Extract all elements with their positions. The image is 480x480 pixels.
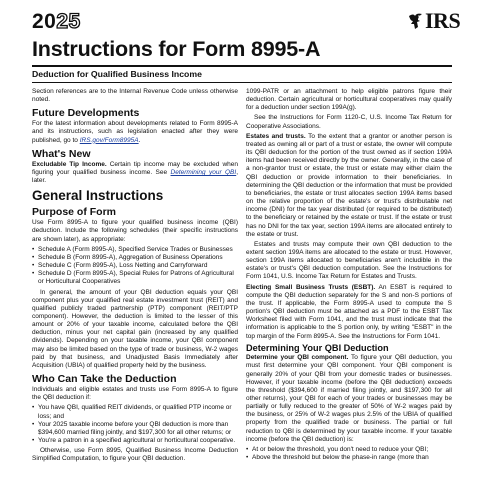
subtitle-rule <box>32 82 452 83</box>
form-8995a-link[interactable]: IRS.gov/Form8995A <box>79 136 139 144</box>
bullet-icon: • <box>32 245 35 253</box>
list-item-text: At or below the threshold, you don't need to reduce your QBI; <box>252 445 429 453</box>
general-instructions-heading: General Instructions <box>32 188 164 204</box>
irs-wordmark: IRS <box>425 8 461 33</box>
determine-runin: Determine your QBI component. <box>246 354 349 362</box>
title-rule <box>32 65 452 67</box>
list-item <box>32 404 238 420</box>
tip-income-paragraph <box>32 161 238 185</box>
left-column <box>32 88 238 465</box>
list-item-text: Above the threshold but below the phase-in range (more than <box>252 454 429 462</box>
intro-paragraph: Section references are to the Internal Revenue Code unless otherwise noted. <box>32 88 238 104</box>
bullet-icon: • <box>32 420 35 428</box>
tip-end: , later. <box>32 168 239 185</box>
list-item-text: Schedule C (Form 8995-A), Loss Netting and Carryforward <box>38 262 208 270</box>
esbt-text: An ESBT is required to compute the QBI deduction separately for the S and non-S portions of the trust. If applicable, the Form 8995-A used to compute the S portion's QBI deduction must be attached as a PDF to the ESBT Tax Worksheet filed with Form 1041, and the trust must indicate that the information is applicable to the S portion only, by writing "ESBT" in the top margin of the Form 8995-A. See the Instructions for Form 1041. <box>246 283 452 340</box>
list-item <box>32 246 238 254</box>
purpose-of-form-heading: Purpose of Form <box>32 206 117 219</box>
list-item-text: Schedule A (Form 8995-A), Specified Service Trades or Businesses <box>38 245 233 253</box>
bullet-icon: • <box>32 253 35 261</box>
estates-text: To the extent that a grantor or another person is treated as owning all or part of a trust or estate, the owner will compute its QBI deduction for the portion of the trust owned as if section 199A items had been received directly by the owner. Generally, in the case of a non-grantor trust or estate, the trust or estate may either claim the QBI deduction or provide information to their beneficiaries. In determining the QBI deduction or the information that must be provided to beneficiaries, the estate or trust allocates section 199A items based on the relative proportion of the estate's or trust's distributable net income (DNI) for the tax year distributed (or required to be distributed) to the beneficiary or retained by the estate or trust. If the estate or trust has no DNI for the tax year, section 199A items are allocated entirely to the estate or trust. <box>246 132 452 238</box>
determining-qbi-heading: Determining Your QBI Deduction <box>246 342 389 353</box>
otherwise-paragraph: Otherwise, use Form 8995, Qualified Business Income Deduction Simplified Computation, to figure your QBI deduction. <box>32 447 238 463</box>
eagle-icon <box>408 12 423 30</box>
list-item <box>32 421 238 437</box>
bullet-icon: • <box>246 445 249 453</box>
future-text: For the latest information about developments related to Form 8995-A and its instructions, such as legislation enacted after they were published, go to <box>32 120 238 144</box>
determining-qbi-link[interactable]: Determining your QBI <box>170 168 237 176</box>
see-also-paragraph: See the Instructions for Form 1120-C, U.S. Income Tax Return for Cooperative Associations. <box>246 114 452 130</box>
who-list <box>32 404 238 445</box>
list-item-text: You have QBI, qualified REIT dividends, or qualified PTP income or loss; and <box>38 404 232 420</box>
list-item <box>32 254 238 262</box>
esbt-runin: Electing Small Business Trusts (ESBT). <box>246 283 376 291</box>
tip-income-runin: Excludable Tip Income. <box>32 160 107 168</box>
determine-component-paragraph <box>246 354 452 444</box>
bullet-icon: • <box>246 454 249 462</box>
future-developments-paragraph <box>32 120 238 144</box>
document-subtitle: Deduction for Qualified Business Income <box>32 69 202 79</box>
list-item <box>32 262 238 270</box>
tip-text: Certain tip income may be excluded when figuring your qualified business income. See <box>32 160 238 176</box>
year-suffix: 25 <box>56 10 81 33</box>
estates-trusts-paragraph <box>246 133 452 239</box>
list-item <box>32 437 238 445</box>
determine-text: To figure your QBI deduction, you must first determine your QBI component. Your QBI component is generally 20% of your QBI from your domestic trades or businesses. However, if your taxable income (before the QBI deduction) exceeds the threshold ($394,600 if married filing jointly, and $197,300 for all other returns), your QBI for each of your trades or businesses may be partially or fully reduced to the greater of 50% of W-2 wages paid by the business, or 25% of W-2 wages plus 2.5% of the UBIA of qualified property from the qualified trade or business. The partial or full reduction to QBI is determined by your taxable income. If your taxable income (before the QBI deduction) is: <box>246 354 452 443</box>
list-item <box>32 270 238 286</box>
esbt-paragraph <box>246 284 452 341</box>
whats-new-heading: What's New <box>32 147 91 160</box>
form-year <box>32 11 81 32</box>
estates-runin: Estates and trusts. <box>246 132 306 140</box>
who-can-take-heading: Who Can Take the Deduction <box>32 373 177 386</box>
year-prefix: 20 <box>32 10 57 33</box>
who-paragraph: Individuals and eligible estates and trusts use Form 8995-A to figure the QBI deduction if: <box>32 386 238 402</box>
list-item-text: Your 2025 taxable income before your QBI deduction is more than $394,600 married filing jointly, and $197,300 for all other returns; or <box>38 420 232 436</box>
irs-logo <box>408 10 460 32</box>
list-item <box>246 446 452 454</box>
list-item-text: Schedule D (Form 8995-A), Special Rules for Patrons of Agricultural or Horticultural Cooperatives <box>38 270 234 286</box>
general-paragraph: In general, the amount of your QBI deduction equals your QBI component plus your qualified real estate investment trust (REIT) and qualified publicly traded partnership (PTP) component (REIT/PTP component). However, the deduction is limited to the lesser of this amount or 20% of your taxable income, calculated before the QBI deduction, minus your net capital gain (increased by any qualified dividends). Depending on your taxable income, your QBI component may also be limited based on the type of trade or business, W-2 wages paid by that business, and Unadjusted Basis Immediately after Acquisition (UBIA) of qualified property held by the business. <box>32 288 238 369</box>
bullet-icon: • <box>32 437 35 444</box>
bullet-icon: • <box>32 270 35 278</box>
list-item-text: Schedule B (Form 8995-A), Aggregation of Business Operations <box>38 253 223 261</box>
estates-paragraph-2: Estates and trusts may compute their own QBI deduction to the extent section 199A items are allocated to the estate or trust. However, section 199A items allocated to beneficiaries aren't includible in the estate's or trust's QBI deduction computation. See the Instructions for Form 1041, U.S. Income Tax Return for Estates and Trusts. <box>246 240 452 281</box>
document-title: Instructions for Form 8995-A <box>32 37 321 61</box>
right-column <box>246 88 452 464</box>
schedule-list <box>32 246 238 287</box>
list-item-text: You're a patron in a specified agricultural or horticultural cooperative. <box>38 437 236 444</box>
purpose-paragraph: Use Form 8995-A to figure your qualified business income (QBI) deduction. Include the following schedules (their specific instructions are shown later), as appropriate: <box>32 219 238 243</box>
continued-paragraph: 1099-PATR or an attachment to help eligible patrons figure their deduction. Certain agricultural or horticultural cooperatives may qualify for a deduction under section 199A(g). <box>246 88 452 112</box>
threshold-list <box>246 446 452 462</box>
future-end: . <box>138 136 141 144</box>
future-developments-heading: Future Developments <box>32 107 140 120</box>
bullet-icon: • <box>32 262 35 270</box>
bullet-icon: • <box>32 404 35 412</box>
list-item <box>246 454 452 462</box>
